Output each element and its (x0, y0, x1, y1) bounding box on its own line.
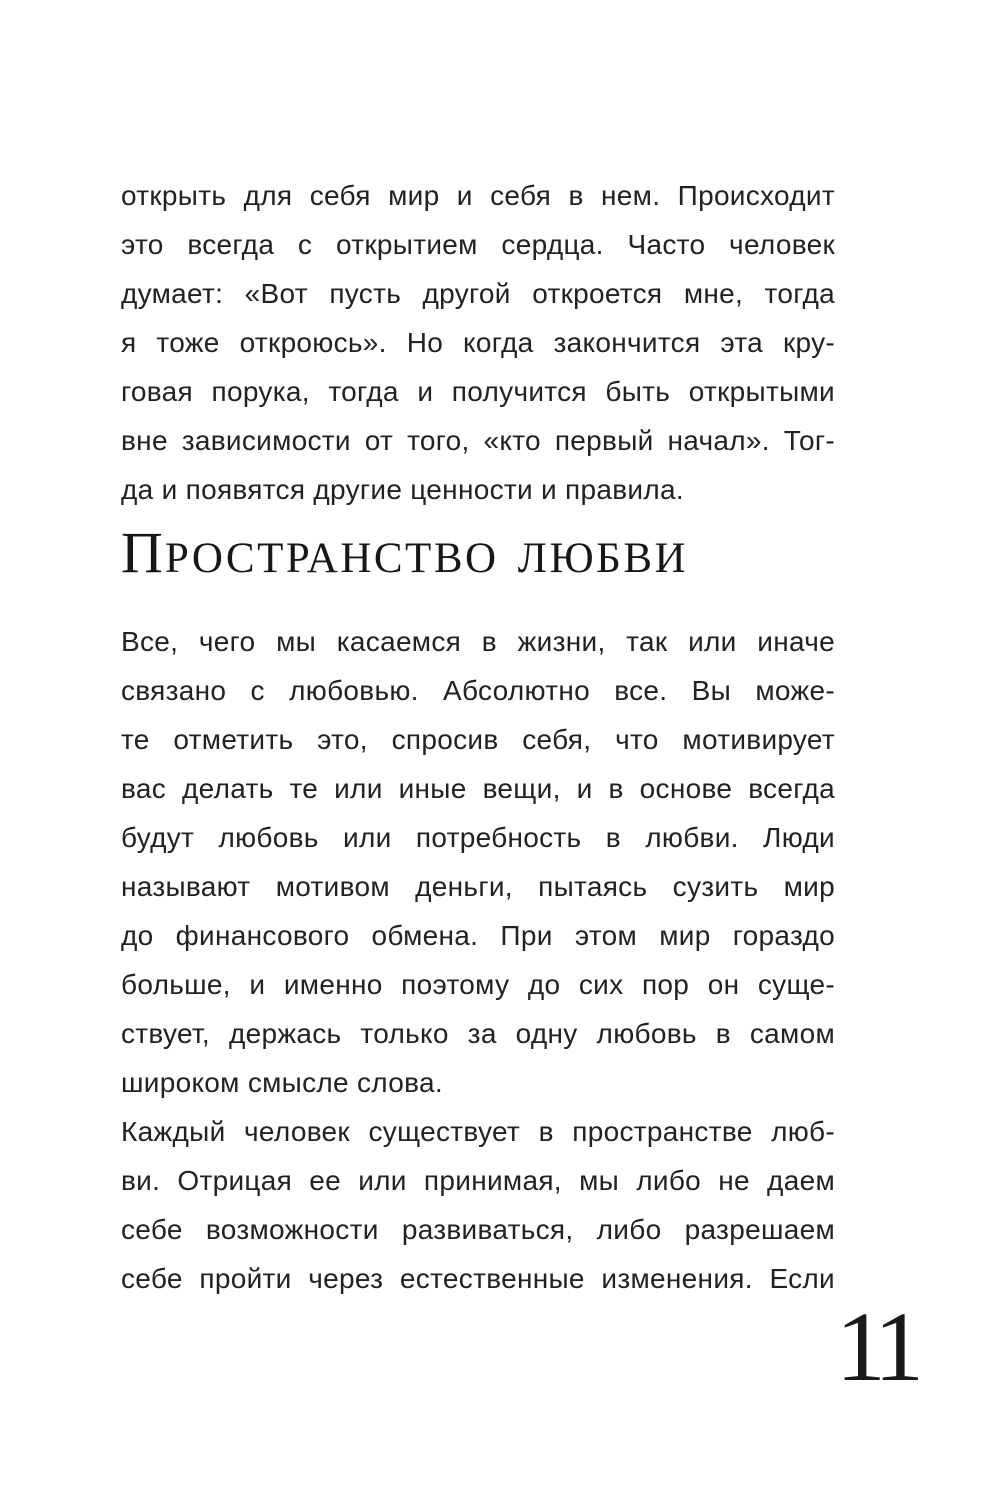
text-line: те отметить это, спросив себя, что мотивирует (121, 724, 835, 755)
text-line: говая порука, тогда и получится быть открытыми (121, 376, 835, 407)
text-line: широком смысле слова. (121, 1067, 443, 1098)
text-line: да и появятся другие ценности и правила. (121, 474, 684, 505)
section-heading (121, 520, 689, 594)
text-line: связано с любовью. Абсолютно все. Вы може- (121, 675, 835, 706)
text-line: открыть для себя мир и себя в нем. Происходит (121, 180, 835, 211)
text-line: я тоже откроюсь». Но когда закончится эта кру- (121, 327, 835, 358)
page-number: 11 (835, 1291, 916, 1402)
text-line: себе пройти через естественные изменения. Если (121, 1263, 835, 1294)
section-heading-text: РОСТРАНСТВО ЛЮБВИ (164, 535, 689, 582)
text-line: Каждый человек существует в пространстве люб- (121, 1116, 835, 1147)
text-line: вне зависимости от того, «кто первый начал». Тог- (121, 425, 835, 456)
text-line: будут любовь или потребность в любви. Люди (121, 822, 835, 853)
paragraph-1 (121, 171, 835, 514)
paragraph-2 (121, 617, 835, 1107)
text-line: ствует, держась только за одну любовь в самом (121, 1018, 835, 1049)
text-line: больше, и именно поэтому до сих пор он суще- (121, 969, 835, 1000)
text-line: думает: «Вот пусть другой откроется мне, тогда (121, 278, 835, 309)
text-line: это всегда с открытием сердца. Часто человек (121, 229, 835, 260)
text-line: вас делать те или иные вещи, и в основе всегда (121, 773, 835, 804)
text-line: Все, чего мы касаемся в жизни, так или иначе (121, 626, 835, 657)
section-heading-initial-cap: П (121, 520, 165, 585)
text-line: ви. Отрицая ее или принимая, мы либо не даем (121, 1165, 835, 1196)
paragraph-3 (121, 1107, 835, 1303)
text-line: называют мотивом деньги, пытаясь сузить мир (121, 871, 835, 902)
text-line: до финансового обмена. При этом мир гораздо (121, 920, 835, 951)
text-line: себе возможности развиваться, либо разрешаем (121, 1214, 835, 1245)
